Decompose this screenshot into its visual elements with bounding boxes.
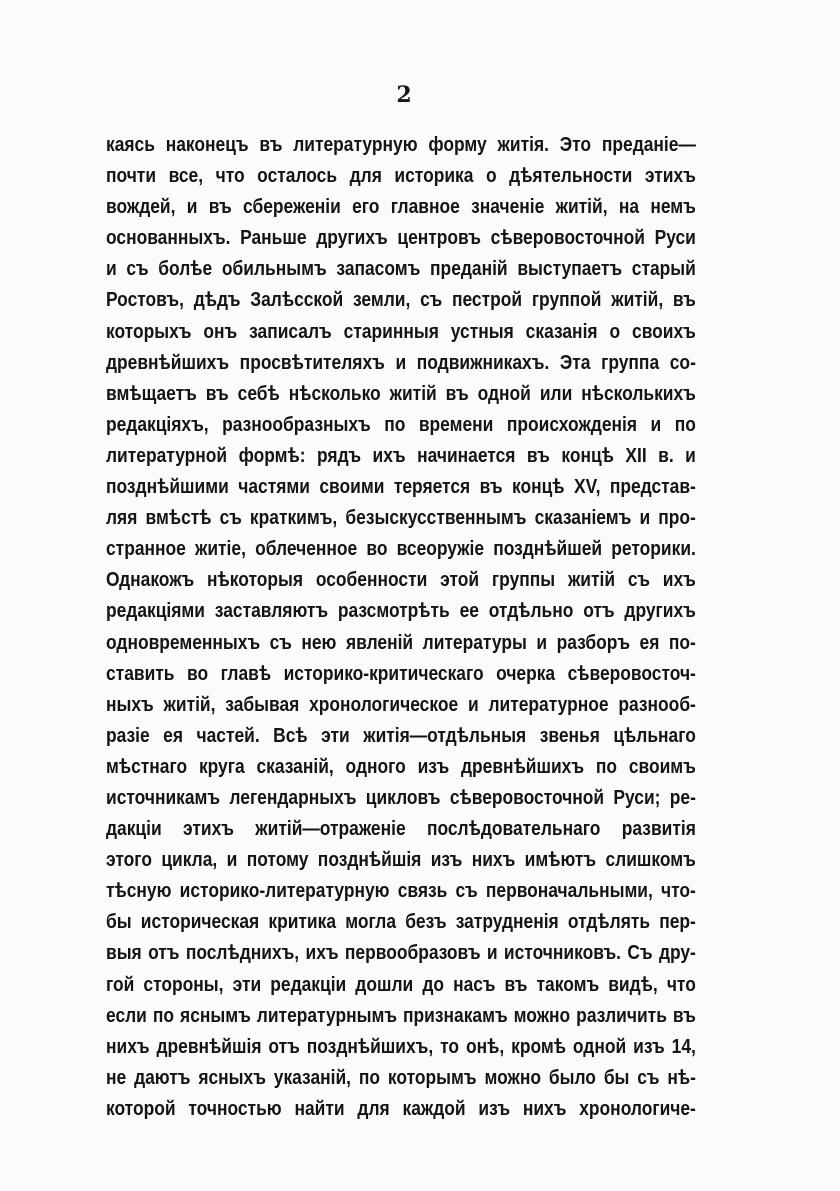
text-line: мѣстнаго круга сказаній, одного изъ древнѣйшихъ по своимъ (106, 755, 696, 778)
text-line: вмѣщаетъ въ себѣ нѣсколько житій въ одной или нѣсколькихъ (106, 382, 696, 405)
text-line: которыхъ онъ записалъ старинныя устныя сказанія о своихъ (106, 320, 696, 343)
text-line: одновременныхъ съ нею явленій литературы и разборъ ея по- (106, 631, 696, 654)
text-line: тѣсную историко-литературную связь съ первоначальными, что- (106, 880, 696, 903)
text-line: вождей, и въ сбереженіи его главное значеніе житій, на немъ (106, 196, 696, 219)
text-line: Ростовъ, дѣдъ Залѣсской земли, съ пестрой группой житій, въ (106, 289, 696, 312)
text-line: основанныхъ. Раньше другихъ центровъ сѣверовосточной Руси (106, 227, 696, 250)
text-line: этого цикла, и потому позднѣйшія изъ нихъ имѣютъ слишкомъ (106, 849, 696, 872)
text-line: выя отъ послѣднихъ, ихъ первообразовъ и источниковъ. Съ дру- (106, 942, 696, 965)
text-line: позднѣйшими частями своими теряется въ концѣ XV, представ- (106, 476, 696, 499)
text-line: не даютъ ясныхъ указаній, по которымъ можно было бы съ нѣ- (106, 1066, 696, 1089)
text-line: ставить во главѣ историко-критическаго очерка сѣверовосточ- (106, 662, 696, 685)
text-line: если по яснымъ литературнымъ признакамъ можно различить въ (106, 1004, 696, 1027)
text-line: бы историческая критика могла безъ затрудненія отдѣлять пер- (106, 911, 696, 934)
body-text (106, 130, 696, 1125)
text-line: гой стороны, эти редакціи дошли до насъ въ такомъ видѣ, что (106, 973, 696, 996)
text-line: ляя вмѣстѣ съ краткимъ, безыскусственнымъ сказаніемъ и про- (106, 507, 696, 530)
text-line: Однакожъ нѣкоторыя особенности этой группы житій съ ихъ (106, 569, 696, 592)
text-line: и съ болѣе обильнымъ запасомъ преданій выступаетъ старый (106, 258, 696, 281)
text-line: древнѣйшихъ просвѣтителяхъ и подвижникахъ. Эта группа со- (106, 351, 696, 374)
text-line: редакціями заставляютъ разсмотрѣть ее отдѣльно отъ другихъ (106, 600, 696, 623)
page-number: 2 (396, 82, 412, 108)
text-line: нихъ древнѣйшія отъ позднѣйшихъ, то онѣ, кромѣ одной изъ 14, (106, 1035, 696, 1058)
text-line: дакціи этихъ житій—отраженіе послѣдовательнаго развитія (106, 818, 696, 841)
text-line: редакціяхъ, разнообразныхъ по времени происхожденія и по (106, 413, 696, 436)
text-line: каясь наконецъ въ литературную форму житія. Это преданіе— (106, 134, 696, 156)
text-line: разіе ея частей. Всѣ эти житія—отдѣльныя звенья цѣльнаго (106, 724, 696, 747)
text-line: которой точностью найти для каждой изъ нихъ хронологиче- (106, 1097, 696, 1120)
text-line: почти все, что осталось для историка о дѣятельности этихъ (106, 165, 696, 188)
text-line: литературной формѣ: рядъ ихъ начинается въ концѣ XII в. и (106, 444, 696, 467)
text-line: источникамъ легендарныхъ цикловъ сѣверовосточной Руси; ре- (106, 786, 696, 809)
text-line: странное житіе, облеченное во всеоружіе позднѣйшей реторики. (106, 538, 696, 561)
text-line: ныхъ житій, забывая хронологическое и литературное разнооб- (106, 693, 696, 716)
